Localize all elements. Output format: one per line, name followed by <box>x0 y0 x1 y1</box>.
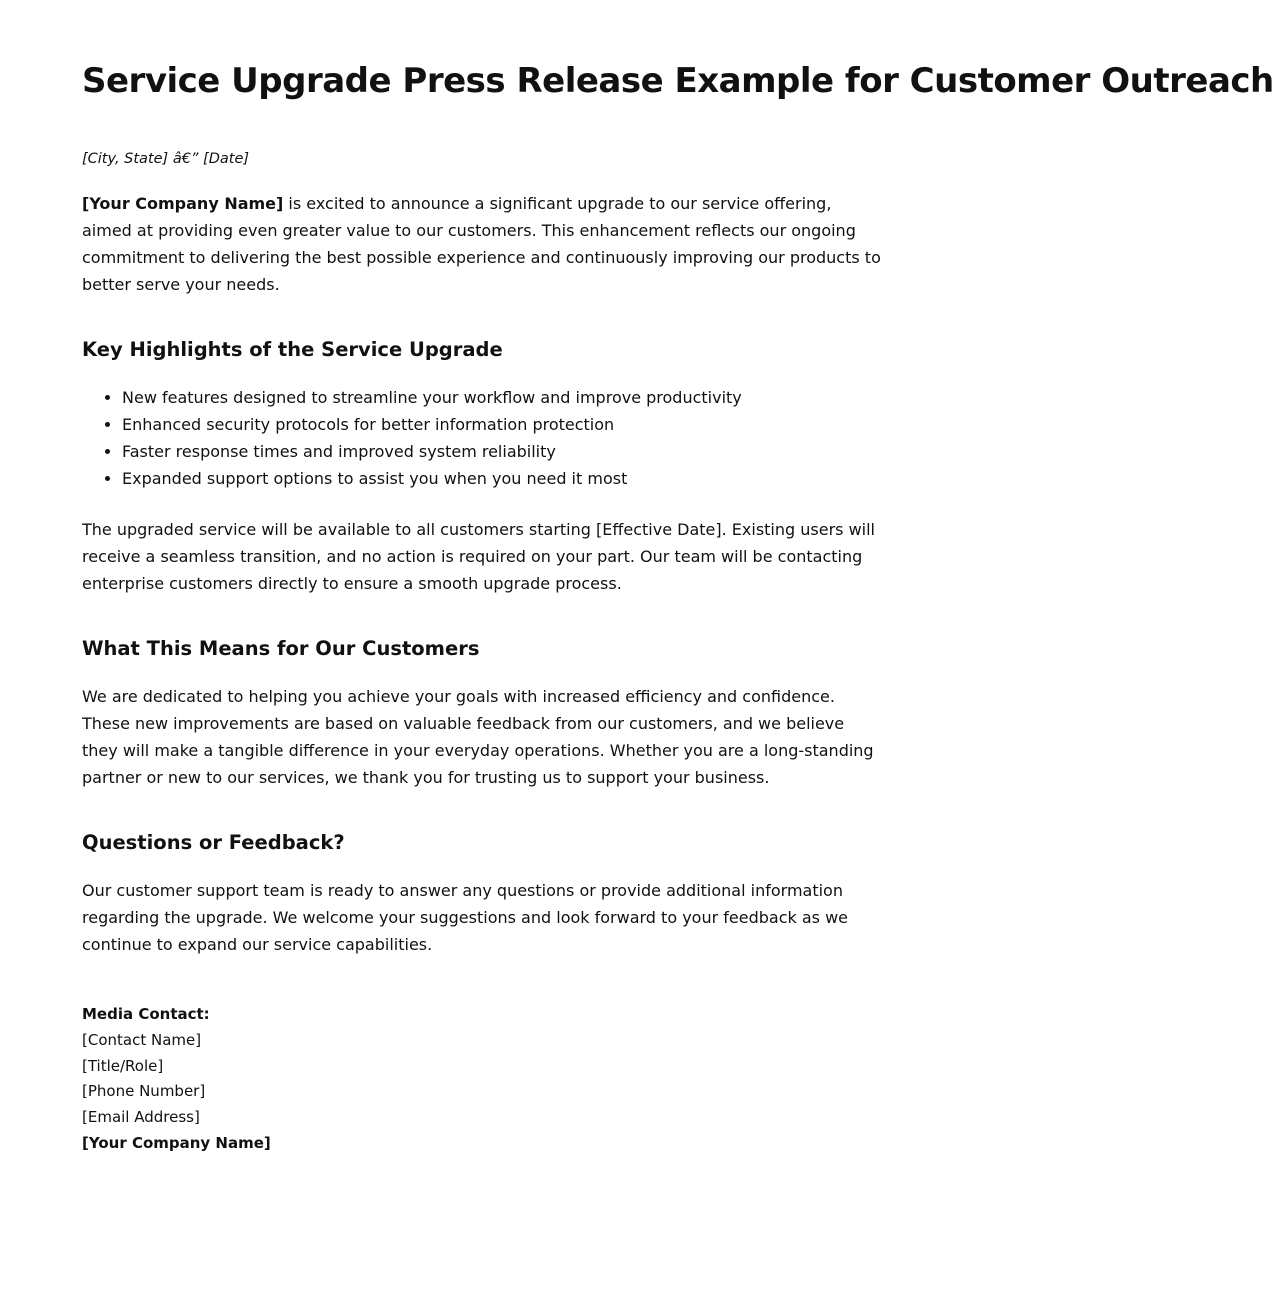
meaning-paragraph: We are dedicated to helping you achieve your goals with increased efficiency and confidence. These new improvements are based on valuable feedback from our customers, and we believe they will make a tangible difference in your everyday operations. Whether you are a long-standing partner or new to our services, we thank you for trusting us to support your business. <box>82 687 874 787</box>
list-item: • Enhanced security protocols for better information protection <box>122 411 882 438</box>
contact-email: [Email Address] <box>82 1108 200 1127</box>
media-contact-block <box>82 1002 882 1157</box>
dateline: [City, State] â€” [Date] <box>82 151 250 167</box>
questions-paragraph: Our customer support team is ready to answer any questions or provide additional information regarding the upgrade. We welcome your suggestions and look forward to your feedback as we continue to expand our service capabilities. <box>82 881 848 954</box>
page-title: Service Upgrade Press Release Example for Customer Outreach <box>82 61 1274 101</box>
contact-phone: [Phone Number] <box>82 1082 206 1101</box>
list-item: • New features designed to streamline your workflow and improve productivity <box>122 384 882 411</box>
media-contact-label: Media Contact: <box>82 1005 210 1023</box>
intro-text: is excited to announce a significant upgrade to our service offering, aimed at providing even greater value to our customers. This enhancement reflects our ongoing commitment to delivering the best possible experience and continuously improving our products to better serve your needs. <box>82 194 881 294</box>
highlights-list <box>82 384 882 492</box>
intro-paragraph <box>82 190 882 298</box>
contact-company: [Your Company Name] <box>82 1133 271 1152</box>
list-item: • Faster response times and improved system reliability <box>122 438 882 465</box>
questions-heading: Questions or Feedback? <box>82 831 345 854</box>
company-name: [Your Company Name] <box>82 194 284 213</box>
contact-name: [Contact Name] <box>82 1030 202 1049</box>
contact-role: [Title/Role] <box>82 1056 164 1075</box>
meaning-heading: What This Means for Our Customers <box>82 637 480 660</box>
list-item: • Expanded support options to assist you when you need it most <box>122 465 882 492</box>
highlights-heading: Key Highlights of the Service Upgrade <box>82 338 503 361</box>
availability-paragraph: The upgraded service will be available to all customers starting [Effective Date]. Existing users will receive a seamless transition, and no action is required on your part. Our team will be contacting enterprise customers directly to ensure a smooth upgrade process. <box>82 520 875 593</box>
